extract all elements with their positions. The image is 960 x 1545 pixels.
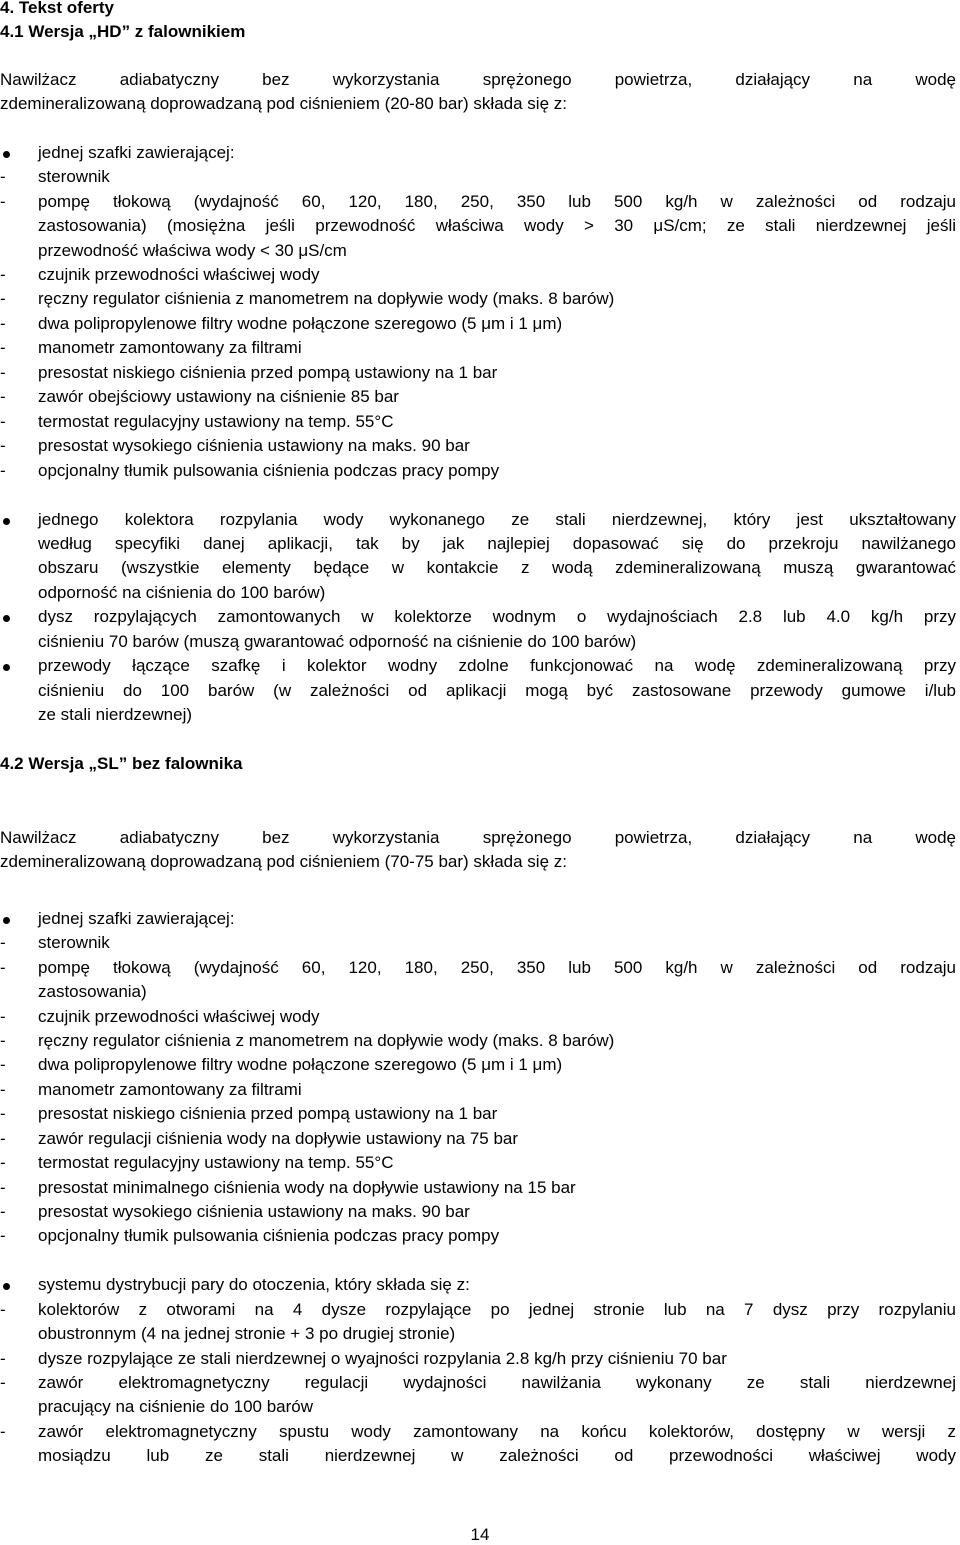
hd-collector-line: odporność na ciśnienia do 100 barów) xyxy=(38,583,326,602)
dash-marker: - xyxy=(0,265,6,284)
hd-intro-line-2: zdemineralizowaną doprowadzaną pod ciśnieniem (20-80 bar) składa się z: xyxy=(0,94,567,113)
subsection-title-sl: 4.2 Wersja „SL” bez falownika xyxy=(0,754,243,773)
sl-item: zawór regulacji ciśnienia wody na dopływie ustawiony na 75 bar xyxy=(38,1129,519,1148)
dash-marker: - xyxy=(0,1422,6,1441)
dash-marker: - xyxy=(0,338,6,357)
dash-marker: - xyxy=(0,1153,6,1172)
bullet-icon xyxy=(3,615,10,622)
bullet-icon xyxy=(3,917,10,924)
sl-item: presostat niskiego ciśnienia przed pompą ustawiony na 1 bar xyxy=(38,1104,498,1123)
hd-hoses-line: ze stali nierdzewnej) xyxy=(38,705,193,724)
dash-marker: - xyxy=(0,289,6,308)
dash-marker: - xyxy=(0,1055,6,1074)
dash-marker: - xyxy=(0,1104,6,1123)
dash-marker: - xyxy=(0,1007,6,1026)
sl-system-item-cont: pracujący na ciśnienie do 100 barów xyxy=(38,1397,314,1416)
bullet-icon xyxy=(3,518,10,525)
hd-item-cont: przewodność właściwa wody < 30 μS/cm xyxy=(38,241,347,260)
sl-item: sterownik xyxy=(38,933,110,952)
sl-system-item: zawór elektromagnetyczny spustu wody zamontowany na końcu kolektorów, dostępny w wersji z xyxy=(38,1422,956,1441)
section-title: 4. Tekst oferty xyxy=(0,0,115,17)
dash-marker: - xyxy=(0,192,6,211)
hd-item: ręczny regulator ciśnienia z manometrem na dopływie wody (maks. 8 barów) xyxy=(38,289,615,308)
sl-item: manometr zamontowany za filtrami xyxy=(38,1080,302,1099)
hd-item: pompę tłokową (wydajność 60, 120, 180, 250, 350 lub 500 kg/h w zależności od rodzaju xyxy=(38,192,956,211)
hd-intro-line-1: Nawilżacz adiabatyczny bez wykorzystania sprężonego powietrza, działający na wodę xyxy=(0,70,956,89)
sl-item: termostat regulacyjny ustawiony na temp. 55°C xyxy=(38,1153,394,1172)
dash-marker: - xyxy=(0,387,6,406)
dash-marker: - xyxy=(0,1226,6,1245)
bullet-icon xyxy=(3,1283,10,1290)
dash-marker: - xyxy=(0,436,6,455)
hd-hoses-line: ciśnieniu do 100 barów (w zależności od aplikacji mogą być zastosowane przewody gumowe i/lub xyxy=(38,681,956,700)
dash-marker: - xyxy=(0,1178,6,1197)
bullet-icon xyxy=(3,664,10,671)
hd-collector-line: według specyfiki danej aplikacji, tak by jak najlepiej dopasować się do przekroju nawilżanego xyxy=(38,534,956,553)
hd-item: manometr zamontowany za filtrami xyxy=(38,338,302,357)
dash-marker: - xyxy=(0,1373,6,1392)
sl-item: presostat wysokiego ciśnienia ustawiony na maks. 90 bar xyxy=(38,1202,470,1221)
sl-intro-line-1: Nawilżacz adiabatyczny bez wykorzystania sprężonego powietrza, działający na wodę xyxy=(0,828,956,847)
hd-item: presostat niskiego ciśnienia przed pompą ustawiony na 1 bar xyxy=(38,363,498,382)
subsection-title-hd: 4.1 Wersja „HD” z falownikiem xyxy=(0,22,246,41)
sl-item: opcjonalny tłumik pulsowania ciśnienia podczas pracy pompy xyxy=(38,1226,500,1245)
sl-system-item-cont: obustronnym (4 na jednej stronie + 3 po drugiej stronie) xyxy=(38,1324,456,1343)
hd-item: termostat regulacyjny ustawiony na temp. 55°C xyxy=(38,412,394,431)
bullet-icon xyxy=(3,151,10,158)
hd-hoses-line: przewody łączące szafkę i kolektor wodny zdolne funkcjonować na wodę zdemineralizowaną przy xyxy=(38,656,956,675)
hd-collector-line: obszaru (wszystkie elementy będące w kontakcie z wodą zdemineralizowaną muszą gwarantować xyxy=(38,558,956,577)
hd-item: zawór obejściowy ustawiony na ciśnienie 85 bar xyxy=(38,387,399,406)
dash-marker: - xyxy=(0,363,6,382)
sl-intro-line-2: zdemineralizowaną doprowadzaną pod ciśnieniem (70-75 bar) składa się z: xyxy=(0,852,567,871)
sl-item-cont: zastosowania) xyxy=(38,982,147,1001)
hd-item: sterownik xyxy=(38,167,110,186)
hd-cabinet-heading: jednej szafki zawierającej: xyxy=(38,143,235,162)
sl-item: pompę tłokową (wydajność 60, 120, 180, 250, 350 lub 500 kg/h w zależności od rodzaju xyxy=(38,958,956,977)
dash-marker: - xyxy=(0,461,6,480)
dash-marker: - xyxy=(0,167,6,186)
sl-system-heading: systemu dystrybucji pary do otoczenia, który składa się z: xyxy=(38,1275,470,1294)
dash-marker: - xyxy=(0,933,6,952)
sl-cabinet-heading: jednej szafki zawierającej: xyxy=(38,909,235,928)
hd-collector-line: jednego kolektora rozpylania wody wykonanego ze stali nierdzewnej, który jest ukształtowany xyxy=(38,510,956,529)
dash-marker: - xyxy=(0,1031,6,1050)
page-number: 14 xyxy=(470,1525,490,1544)
sl-item: ręczny regulator ciśnienia z manometrem na dopływie wody (maks. 8 barów) xyxy=(38,1031,615,1050)
hd-item-cont: zastosowania) (mosiężna jeśli przewodność właściwa wody > 30 μS/cm; ze stali nierdzewnej jeśli xyxy=(38,216,956,235)
sl-system-item-cont: mosiądzu lub ze stali nierdzewnej w zależności od przewodności właściwej wody xyxy=(38,1446,956,1465)
sl-item: presostat minimalnego ciśnienia wody na dopływie ustawiony na 15 bar xyxy=(38,1178,576,1197)
dash-marker: - xyxy=(0,1080,6,1099)
sl-item: dwa polipropylenowe filtry wodne połączone szeregowo (5 μm i 1 μm) xyxy=(38,1055,563,1074)
hd-item: czujnik przewodności właściwej wody xyxy=(38,265,320,284)
dash-marker: - xyxy=(0,1129,6,1148)
dash-marker: - xyxy=(0,1300,6,1319)
hd-nozzles-line: ciśnieniu 70 barów (muszą gwarantować odporność na ciśnienie do 100 barów) xyxy=(38,632,637,651)
dash-marker: - xyxy=(0,958,6,977)
dash-marker: - xyxy=(0,1349,6,1368)
dash-marker: - xyxy=(0,1202,6,1221)
sl-system-item: dysze rozpylające ze stali nierdzewnej o wyajności rozpylania 2.8 kg/h przy ciśnieniu 70 bar xyxy=(38,1349,727,1368)
hd-item: presostat wysokiego ciśnienia ustawiony na maks. 90 bar xyxy=(38,436,470,455)
dash-marker: - xyxy=(0,314,6,333)
dash-marker: - xyxy=(0,412,6,431)
hd-nozzles-line: dysz rozpylających zamontowanych w kolektorze wodnym o wydajnościach 2.8 lub 4.0 kg/h przy xyxy=(38,607,956,626)
sl-system-item: kolektorów z otworami na 4 dysze rozpylające po jednej stronie lub na 7 dysz przy rozpylaniu xyxy=(38,1300,956,1319)
sl-item: czujnik przewodności właściwej wody xyxy=(38,1007,320,1026)
hd-item: opcjonalny tłumik pulsowania ciśnienia podczas pracy pompy xyxy=(38,461,500,480)
hd-item: dwa polipropylenowe filtry wodne połączone szeregowo (5 μm i 1 μm) xyxy=(38,314,563,333)
sl-system-item: zawór elektromagnetyczny regulacji wydajności nawilżania wykonany ze stali nierdzewnej xyxy=(38,1373,956,1392)
